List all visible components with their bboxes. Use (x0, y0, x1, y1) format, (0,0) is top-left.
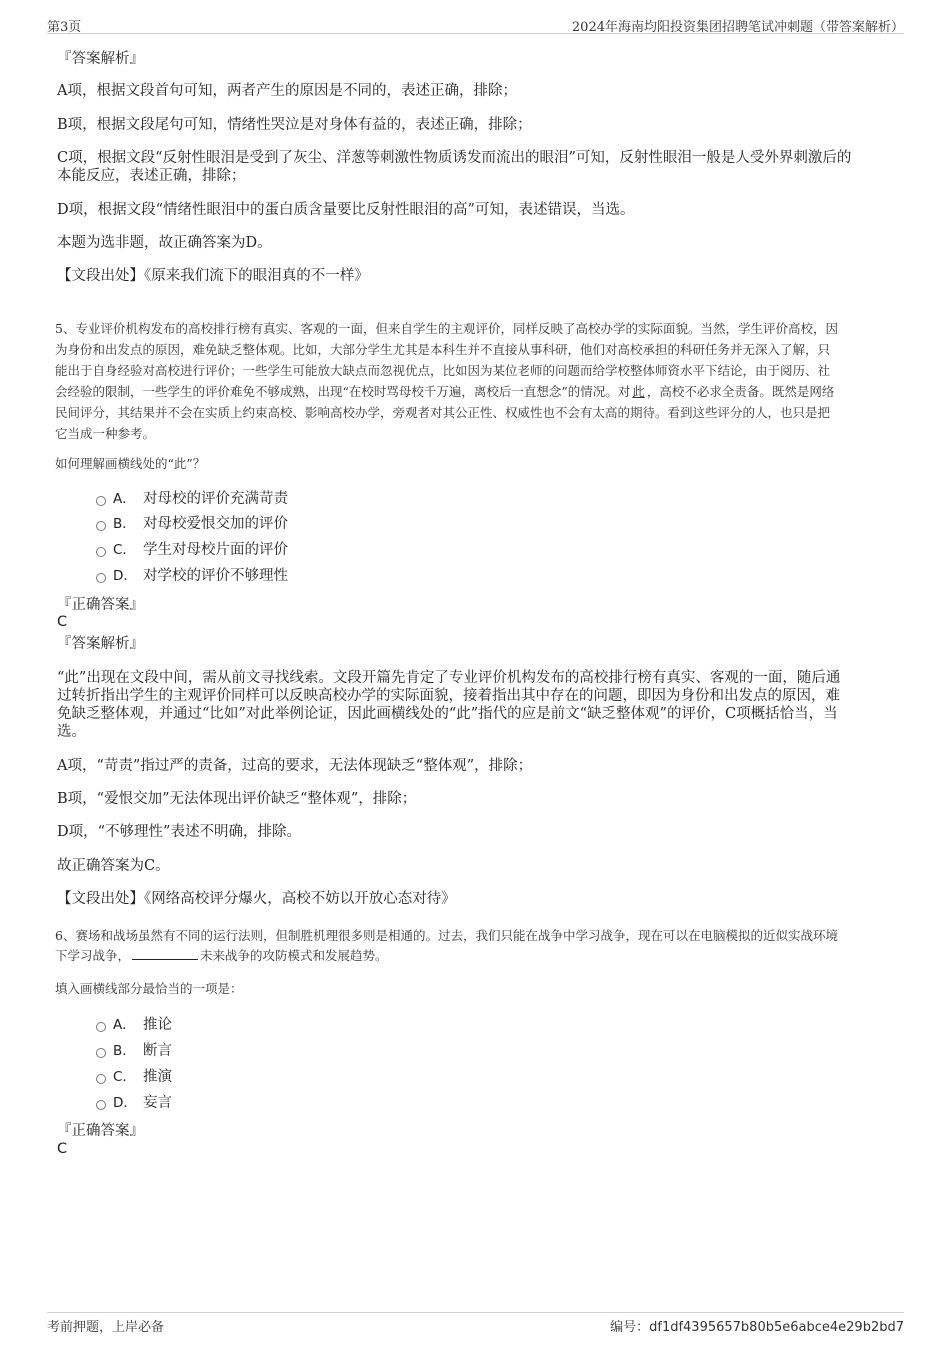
q4-analysis-c-2: 本能反应，表述正确，排除； (57, 168, 246, 184)
radio-icon[interactable] (96, 547, 106, 557)
q5-analysis-line-4: 选。 (57, 724, 86, 740)
q4-analysis-c-1: C项，根据文段“反射性眼泪是受到了灰尘、洋葱等刺激性物质诱发而流出的眼泪”可知，反射性眼泪一般是人受外界刺激后的 (57, 150, 852, 166)
q5-option-c[interactable]: C． 学生对母校片面的评价 (96, 541, 288, 559)
radio-icon[interactable] (96, 1048, 106, 1058)
radio-icon[interactable] (96, 496, 106, 506)
page-header (47, 16, 904, 34)
q5-passage-line-6: 它当成一种参考。 (55, 426, 156, 441)
q6-blank (132, 948, 198, 960)
q5-passage-line-1: 5、专业评价机构发布的高校排行榜有真实、客观的一面，但来自学生的主观评价，同样反映了高校办学的实际面貌。当然，学生评价高校，因 (55, 321, 838, 336)
q5-analysis-line-3: 免缺乏整体观，并通过“比如”对此举例论证，因此画横线处的“此”指代的应是前文“缺乏整体观”的评价，C项概括恰当，当 (57, 706, 838, 722)
q5-question: 如何理解画横线处的“此”？ (55, 456, 206, 471)
q5-answer: C (57, 614, 68, 630)
q5-analysis-line-2: 过转折指出学生的主观评价同样可以反映高校办学的实际面貌，接着指出其中存在的问题，即因为身份和出发点的原因，难 (57, 688, 840, 704)
q5-passage-line-4 (55, 381, 897, 403)
q6-passage-line-2-head: 下学习战争， (55, 948, 131, 963)
q6-option-b[interactable]: B． 断言 (96, 1042, 172, 1060)
q6-option-c[interactable]: C． 推演 (96, 1068, 172, 1086)
q5-analysis-a: A项，“苛责”指过严的责备，过高的要求，无法体现缺乏“整体观”，排除； (57, 758, 533, 774)
footer-slogan: 考前押题，上岸必备 (47, 1320, 165, 1335)
q5-passage-line-5: 民间评分，其结果并不会在实质上约束高校、影响高校办学，旁观者对其公正性、权威性也不会有太高的期待。看到这些评分的人，也只是把 (55, 405, 831, 420)
q6-question: 填入画横线部分最恰当的一项是： (55, 981, 243, 996)
q6-answer-label: 『正确答案』 (57, 1123, 144, 1139)
q5-option-b[interactable]: B． 对母校爱恨交加的评价 (96, 515, 288, 533)
q5-underlined-word: 此 (632, 384, 645, 399)
q4-conclusion: 本题为选非题，故正确答案为D。 (57, 235, 272, 251)
q5-passage-line-2: 为身份和出发点的原因，难免缺乏整体观。比如，大部分学生尤其是本科生并不直接从事科研，他们对高校承担的科研任务并无深入了解，只 (55, 342, 831, 357)
q6-answer: C (57, 1141, 68, 1157)
q5-passage-line-4-head: 会经验的限制，一些学生的评价难免不够成熟，出现“在校时骂母校千万遍，离校后一直想念”的情况。对 (55, 384, 631, 399)
q5-source: 【文段出处】《网络高校评分爆火，高校不妨以开放心态对待》 (57, 891, 456, 907)
q5-analysis-label: 『答案解析』 (57, 636, 144, 652)
q6-passage-line-2-tail: 未来战争的攻防模式和发展趋势。 (200, 948, 388, 963)
q5-passage-line-4-tail: ，高校不必求全责备。既然是网络 (646, 384, 835, 399)
footer-code: 编号：df1df4395657b80b5e6abce4e29b2bd7 (610, 1320, 904, 1335)
radio-icon[interactable] (96, 1074, 106, 1084)
radio-icon[interactable] (96, 573, 106, 583)
page-number: 第3页 (47, 20, 82, 35)
q6-passage-line-2 (55, 945, 897, 967)
page-footer (47, 1312, 904, 1335)
q4-source: 【文段出处】《原来我们流下的眼泪真的不一样》 (57, 268, 369, 284)
q6-passage-line-1: 6、赛场和战场虽然有不同的运行法则，但制胜机理很多则是相通的。过去，我们只能在战争中学习战争，现在可以在电脑模拟的近似实战环境 (55, 928, 838, 943)
document-title: 2024年海南均阳投资集团招聘笔试冲刺题（带答案解析） (571, 20, 904, 35)
q4-analysis-a: A项，根据文段首句可知，两者产生的原因是不同的，表述正确，排除； (57, 83, 517, 99)
q5-passage-line-3: 能出于自身经验对高校进行评价；一些学生可能放大缺点而忽视优点，比如因为某位老师的问题而给学校整体师资水平下结论，由于阅历、社 (55, 363, 831, 378)
q4-analysis-d: D项，根据文段“情绪性眼泪中的蛋白质含量要比反射性眼泪的高”可知，表述错误，当选。 (57, 202, 635, 218)
radio-icon[interactable] (96, 521, 106, 531)
q5-conclusion: 故正确答案为C。 (57, 858, 170, 874)
document-code: df1df4395657b80b5e6abce4e29b2bd7 (649, 1320, 904, 1335)
q5-option-d[interactable]: D． 对学校的评价不够理性 (96, 567, 288, 585)
q6-option-d[interactable]: D． 妄言 (96, 1094, 172, 1112)
q5-option-a[interactable]: A． 对母校的评价充满苛责 (96, 490, 288, 508)
q5-analysis-d: D项，“不够理性”表述不明确，排除。 (57, 824, 301, 840)
q5-analysis-b: B项，“爱恨交加”无法体现出评价缺乏“整体观”，排除； (57, 791, 417, 807)
radio-icon[interactable] (96, 1022, 106, 1032)
radio-icon[interactable] (96, 1100, 106, 1110)
q5-analysis-line-1: “此”出现在文段中间，需从前文寻找线索。文段开篇先肯定了专业评价机构发布的高校排行榜有真实、客观的一面，随后通 (57, 670, 841, 686)
q6-option-a[interactable]: A． 推论 (96, 1016, 172, 1034)
q4-analysis-b: B项，根据文段尾句可知，情绪性哭泣是对身体有益的，表述正确，排除； (57, 117, 532, 133)
q5-answer-label: 『正确答案』 (57, 597, 144, 613)
q4-analysis-label: 『答案解析』 (57, 51, 144, 67)
